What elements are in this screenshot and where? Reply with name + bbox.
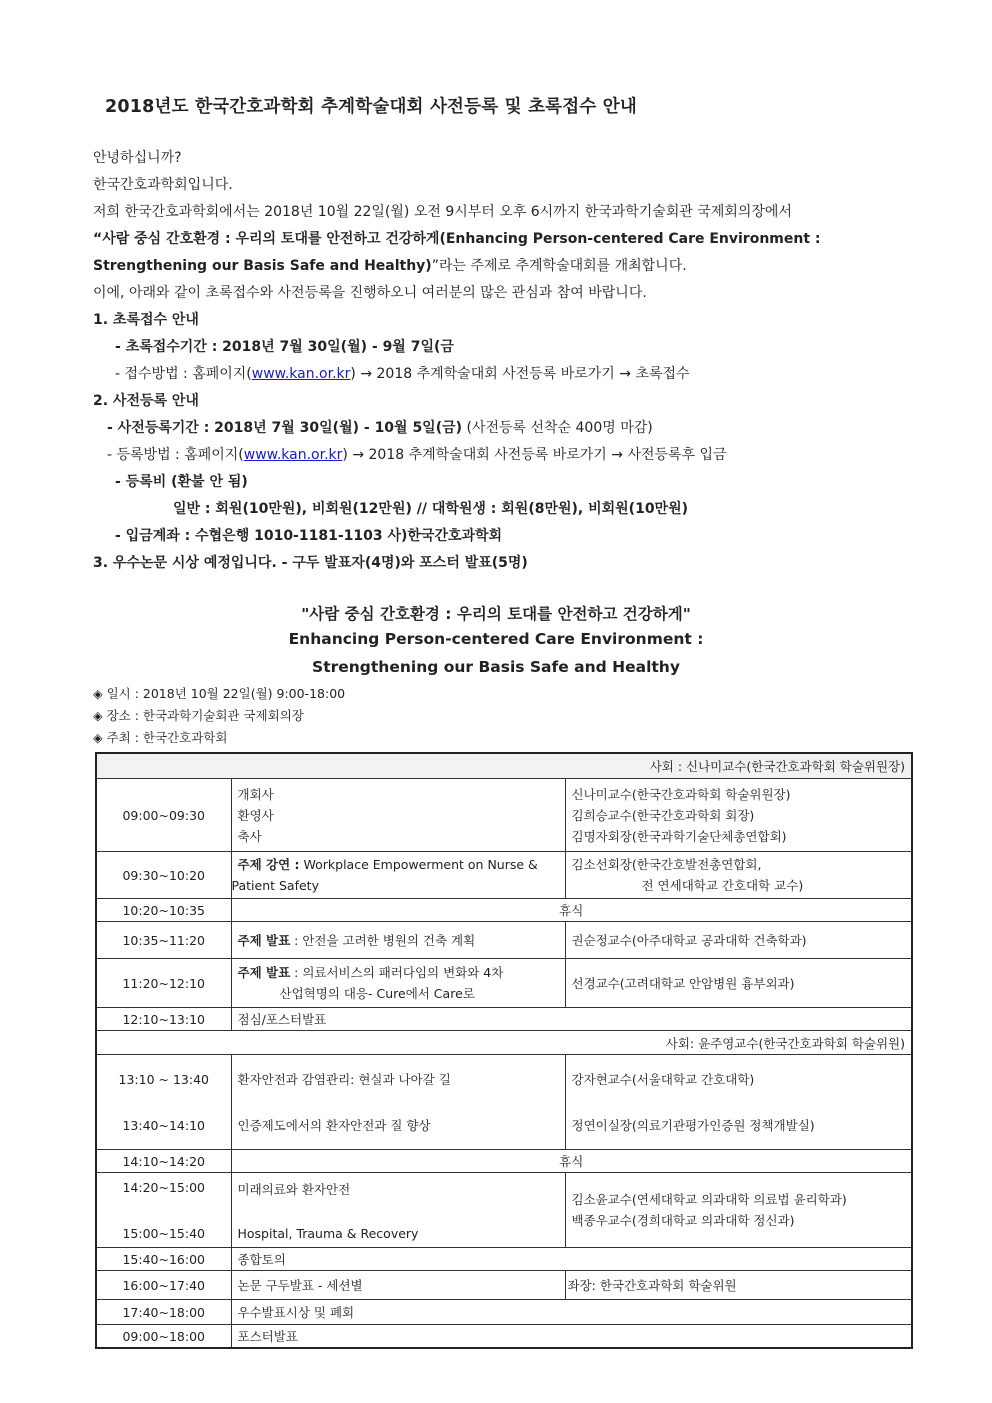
registration-period-note: (사전등록 선착순 400명 마감) xyxy=(462,420,653,436)
program-cell: 우수발표시상 및 폐회 xyxy=(231,1300,912,1325)
table-row xyxy=(96,959,912,1008)
event-announcement: 저희 한국간호과학회에서는 2018년 10월 22일(월) 오전 9시부터 오후 6시까지 한국과학기술회관 국제회의장에서 xyxy=(93,204,792,220)
table-row xyxy=(96,1300,912,1325)
time-cell: 12:10~13:10 xyxy=(96,1008,231,1031)
abstract-period: - 초록접수기간 : 2018년 7월 30일(월) - 9월 7일(금 xyxy=(115,339,454,355)
program-cell xyxy=(231,852,565,899)
event-host: ◈ 주최 : 한국간호과학회 xyxy=(93,730,228,745)
time-cell: 14:10~14:20 xyxy=(96,1150,231,1173)
event-place: ◈ 장소 : 한국과학기술회관 국제회의장 xyxy=(93,708,304,723)
speaker-affiliation: 전 연세대학교 간호대학 교수) xyxy=(641,878,804,893)
program-label: 주제 발표 xyxy=(237,965,291,980)
moderator-1: 사회 : 신나미교수(한국간호과학회 학술위원장) xyxy=(96,753,912,779)
theme-korean: "사람 중심 간호환경 : 우리의 토대를 안전하고 건강하게" xyxy=(301,605,691,623)
program-cell: 점심/포스터발표 xyxy=(231,1008,912,1031)
table-row xyxy=(96,1150,912,1173)
section-2-heading: 2. 사전등록 안내 xyxy=(93,393,199,409)
speaker: 김명자회장(한국과학기술단체총연합회) xyxy=(571,828,787,844)
table-row xyxy=(96,1248,912,1271)
moderator-row xyxy=(96,753,912,779)
participation-request: 이에, 아래와 같이 초록접수와 사전등록을 진행하오니 여러분의 많은 관심과 참여 바랍니다. xyxy=(93,285,647,301)
program-title: Hospital, Trauma & Recovery xyxy=(237,1225,419,1241)
registration-period-dates: - 사전등록기간 : 2018년 7월 30일(월) - 10월 5일(금) xyxy=(107,420,463,436)
homepage-link[interactable]: www.kan.or.kr xyxy=(251,366,351,382)
registration-fee-heading: - 등록비 (환불 안 됨) xyxy=(115,474,248,490)
registration-method-suffix: ) → 2018 추계학술대회 사전등록 바로가기 → 사전등록후 입금 xyxy=(342,447,727,463)
speaker: 김희승교수(한국간호과학회 회장) xyxy=(571,807,755,823)
section-3-heading: 3. 우수논문 시상 예정입니다. - 구두 발표자(4명)와 포스터 발표(5명) xyxy=(93,555,528,571)
speaker: 백종우교수(경희대학교 의과대학 정신과) xyxy=(571,1213,795,1228)
abstract-method-suffix: ) → 2018 추계학술대회 사전등록 바로가기 → 초록접수 xyxy=(350,366,690,382)
program-item: 개회사 xyxy=(237,786,274,802)
time-cell: 16:00~17:40 xyxy=(96,1271,231,1300)
speaker: 김소선회장(한국간호발전총연합회, xyxy=(571,857,762,872)
registration-fee: 일반 : 회원(10만원), 비회원(12만원) // 대학원생 : 회원(8만원), 비회원(10만원) xyxy=(173,501,689,517)
homepage-link[interactable]: www.kan.or.kr xyxy=(243,447,343,463)
table-row xyxy=(96,852,912,899)
event-theme-en: Strengthening our Basis Safe and Healthy) xyxy=(93,258,432,274)
speaker-cell: 권순정교수(아주대학교 공과대학 건축학과) xyxy=(565,922,912,959)
program-title: 미래의료와 환자안전 xyxy=(237,1181,351,1197)
program-title-cont: 산업혁명의 대응- Cure에서 Care로 xyxy=(279,986,475,1001)
speaker-cell xyxy=(565,1055,912,1150)
bank-account: - 입금계좌 : 수협은행 1010-1181-1103 사)한국간호과학회 xyxy=(115,528,503,544)
time-slot: 13:10 ~ 13:40 xyxy=(118,1071,209,1087)
program-cell xyxy=(231,922,565,959)
time-cell: 10:20~10:35 xyxy=(96,899,231,922)
program-title: 환자안전과 감염관리: 현실과 나아갈 길 xyxy=(237,1072,451,1087)
program-cell xyxy=(231,779,565,852)
greeting: 안녕하십니까? xyxy=(93,150,182,166)
program-cell: 포스터발표 xyxy=(231,1325,912,1349)
theme-english-1: Enhancing Person-centered Care Environment : xyxy=(288,630,704,648)
time-slot: 15:00~15:40 xyxy=(122,1225,206,1241)
schedule-table xyxy=(95,752,913,1349)
program-title: 인증제도에서의 환자안전과 질 향상 xyxy=(237,1118,431,1133)
table-row xyxy=(96,1055,912,1150)
time-cell xyxy=(96,1055,231,1150)
table-row xyxy=(96,1325,912,1349)
table-row xyxy=(96,779,912,852)
event-theme-line2 xyxy=(93,253,893,280)
abstract-method-prefix: - 접수방법 : 홈페이지( xyxy=(115,366,252,382)
program-title: : 안전을 고려한 병원의 건축 계획 xyxy=(290,933,476,948)
moderator-row xyxy=(96,1031,912,1055)
program-cell xyxy=(231,1055,565,1150)
speaker: 정연이실장(의료기관평가인증원 정책개발실) xyxy=(571,1118,815,1133)
speaker-cell: 좌장: 한국간호과학회 학술위원 xyxy=(565,1271,912,1300)
table-row xyxy=(96,1173,912,1248)
moderator-2: 사회: 윤주영교수(한국간호과학회 학술위원) xyxy=(96,1031,912,1055)
time-slot: 14:20~15:00 xyxy=(122,1179,206,1195)
speaker-cell xyxy=(565,1173,912,1248)
time-slot: 13:40~14:10 xyxy=(122,1117,206,1133)
society-intro: 한국간호과학회입니다. xyxy=(93,177,233,193)
speaker-cell xyxy=(565,852,912,899)
section-1-heading: 1. 초록접수 안내 xyxy=(93,312,199,328)
time-cell: 17:40~18:00 xyxy=(96,1300,231,1325)
break-cell: 휴식 xyxy=(231,899,912,922)
page-title: 2018년도 한국간호과학회 추계학술대회 사전등록 및 초록접수 안내 xyxy=(105,97,637,117)
program-cell: 종합토의 xyxy=(231,1248,912,1271)
speaker: 강자현교수(서울대학교 간호대학) xyxy=(571,1072,755,1087)
program-cell: 논문 구두발표 - 세션별 xyxy=(231,1271,565,1300)
time-cell: 09:00~09:30 xyxy=(96,779,231,852)
table-row xyxy=(96,1271,912,1300)
table-row xyxy=(96,899,912,922)
time-cell: 11:20~12:10 xyxy=(96,959,231,1008)
speaker-cell: 선경교수(고려대학교 안암병원 흉부외과) xyxy=(565,959,912,1008)
program-item: 축사 xyxy=(237,828,262,844)
time-cell: 15:40~16:00 xyxy=(96,1248,231,1271)
event-date: ◈ 일시 : 2018년 10월 22일(월) 9:00-18:00 xyxy=(93,686,346,701)
event-theme-line1: “사람 중심 간호환경 : 우리의 토대를 안전하고 건강하게(Enhancing Person-centered Care Environment : xyxy=(93,231,821,247)
registration-method xyxy=(93,442,893,469)
program-label: 주제 강연 : xyxy=(237,857,300,872)
break-cell: 휴식 xyxy=(231,1150,912,1173)
intro-body xyxy=(93,145,893,577)
program-title-cont: Patient Safety xyxy=(231,878,319,893)
registration-period xyxy=(93,415,893,442)
registration-method-prefix: - 등록방법 : 홈페이지( xyxy=(107,447,244,463)
time-cell: 09:30~10:20 xyxy=(96,852,231,899)
program-label: 주제 발표 xyxy=(237,933,291,948)
program-title: : 의료서비스의 패러다임의 변화와 4차 xyxy=(290,965,504,980)
theme-english-2: Strengthening our Basis Safe and Healthy xyxy=(312,658,680,676)
table-row xyxy=(96,922,912,959)
time-cell xyxy=(96,1173,231,1248)
speaker: 신나미교수(한국간호과학회 학술위원장) xyxy=(571,786,791,802)
program-cell xyxy=(231,959,565,1008)
event-theme-suffix: ”라는 주제로 추계학술대회를 개최합니다. xyxy=(431,258,687,274)
time-cell: 10:35~11:20 xyxy=(96,922,231,959)
speaker-cell xyxy=(565,779,912,852)
program-cell xyxy=(231,1173,565,1248)
time-cell: 09:00~18:00 xyxy=(96,1325,231,1349)
speaker: 김소윤교수(연세대학교 의과대학 의료법 윤리학과) xyxy=(571,1192,847,1207)
program-item: 환영사 xyxy=(237,807,274,823)
program-title: Workplace Empowerment on Nurse & xyxy=(299,857,538,872)
abstract-method xyxy=(93,361,893,388)
table-row xyxy=(96,1008,912,1031)
